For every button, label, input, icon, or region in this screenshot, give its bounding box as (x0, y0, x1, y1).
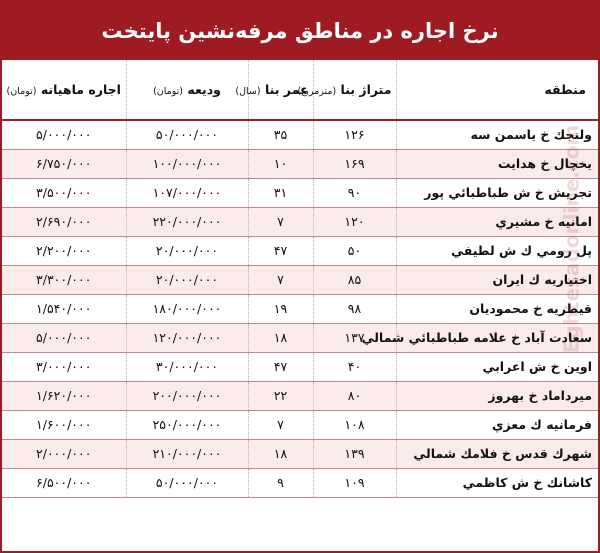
cell-region: ولنجك خ ياسمن سه (470, 127, 592, 143)
cell-area: ۱۳۷ (313, 323, 396, 352)
cell-region: قيطريه خ محموديان (469, 301, 592, 316)
cell-region: پل رومي ك ش لطيفي (451, 243, 592, 258)
cell-age: ۷ (248, 265, 313, 294)
cell-age: ۱۹ (248, 294, 313, 323)
header-deposit: وديعه (تومان) (126, 60, 248, 120)
cell-deposit: ۳۰/۰۰۰/۰۰۰ (126, 352, 248, 381)
cell-deposit: ۱۲۰/۰۰۰/۰۰۰ (126, 323, 248, 352)
cell-age: ۳۱ (248, 178, 313, 207)
cell-rent: ۱/۶۲۰/۰۰۰ (2, 381, 126, 410)
table-row (2, 468, 598, 497)
cell-age: ۲۲ (248, 381, 313, 410)
cell-area: ۱۶۹ (313, 149, 396, 178)
cell-rent: ۵/۰۰۰/۰۰۰ (2, 120, 126, 149)
page-title: نرخ اجاره در مناطق مرفه‌نشين پايتخت (101, 19, 499, 43)
cell-area: ۹۰ (313, 178, 396, 207)
cell-area: ۸۵ (313, 265, 396, 294)
table-row (2, 236, 598, 265)
cell-rent: ۱/۵۴۰/۰۰۰ (2, 294, 126, 323)
rent-table (2, 60, 598, 498)
cell-rent: ۱/۶۰۰/۰۰۰ (2, 410, 126, 439)
cell-region: تجريش خ ش طباطبائي پور (424, 185, 592, 200)
table-row (2, 178, 598, 207)
cell-age: ۷ (248, 410, 313, 439)
cell-deposit: ۵۰/۰۰۰/۰۰۰ (126, 468, 248, 497)
cell-deposit: ۲۰/۰۰۰/۰۰۰ (126, 265, 248, 294)
cell-deposit: ۵۰/۰۰۰/۰۰۰ (126, 120, 248, 149)
cell-age: ۱۸ (248, 323, 313, 352)
cell-age: ۴۷ (248, 236, 313, 265)
cell-region: امانيه خ مشيري (495, 214, 592, 229)
table-row (2, 323, 598, 352)
table-row (2, 439, 598, 468)
title-bar (2, 2, 598, 60)
cell-region: يخچال خ هدايت (497, 156, 592, 171)
cell-deposit: ۲۱۰/۰۰۰/۰۰۰ (126, 439, 248, 468)
cell-area: ۴۰ (313, 352, 396, 381)
cell-age: ۳۵ (248, 120, 313, 149)
cell-region: اوين خ ش اعرابي (482, 359, 592, 374)
cell-region: كاشانك خ ش كاظمي (462, 475, 592, 490)
cell-rent: ۶/۷۵۰/۰۰۰ (2, 149, 126, 178)
cell-deposit: ۱۰۷/۰۰۰/۰۰۰ (126, 178, 248, 207)
table-row (2, 294, 598, 323)
cell-rent: ۶/۵۰۰/۰۰۰ (2, 468, 126, 497)
table-row (2, 207, 598, 236)
cell-deposit: ۲۰۰/۰۰۰/۰۰۰ (126, 381, 248, 410)
cell-age: ۱۸ (248, 439, 313, 468)
cell-area: ۱۰۸ (313, 410, 396, 439)
cell-area: ۵۰ (313, 236, 396, 265)
cell-rent: ۲/۰۰۰/۰۰۰ (2, 439, 126, 468)
cell-rent: ۵/۰۰۰/۰۰۰ (2, 323, 126, 352)
cell-area: ۱۳۹ (313, 439, 396, 468)
cell-deposit: ۱۸۰/۰۰۰/۰۰۰ (126, 294, 248, 323)
header-region: منطقه (396, 60, 598, 120)
cell-rent: ۳/۰۰۰/۰۰۰ (2, 352, 126, 381)
cell-deposit: ۲۵۰/۰۰۰/۰۰۰ (126, 410, 248, 439)
cell-area: ۸۰ (313, 381, 396, 410)
cell-rent: ۳/۵۰۰/۰۰۰ (2, 178, 126, 207)
cell-deposit: ۱۰۰/۰۰۰/۰۰۰ (126, 149, 248, 178)
header-area: متراژ بنا (مترمربع) (313, 60, 396, 120)
table-row (2, 352, 598, 381)
table-header-row (2, 60, 598, 120)
table-row (2, 381, 598, 410)
table-row (2, 265, 598, 294)
cell-deposit: ۲۲۰/۰۰۰/۰۰۰ (126, 207, 248, 236)
header-rent: اجاره ماهيانه (تومان) (2, 60, 126, 120)
cell-area: ۱۲۶ (313, 120, 396, 149)
cell-rent: ۲/۲۰۰/۰۰۰ (2, 236, 126, 265)
cell-age: ۱۰ (248, 149, 313, 178)
cell-area: ۱۲۰ (313, 207, 396, 236)
cell-region: ميرداماد خ بهروز (488, 388, 592, 403)
cell-rent: ۳/۳۰۰/۰۰۰ (2, 265, 126, 294)
cell-age: ۹ (248, 468, 313, 497)
table-row (2, 149, 598, 178)
cell-region: اختياريه ك ايران (492, 272, 592, 287)
header-age: عمر بنا (سال) (248, 60, 313, 120)
watermark: Eghtesadonline.com (559, 124, 584, 354)
cell-rent: ۲/۶۹۰/۰۰۰ (2, 207, 126, 236)
table-row (2, 120, 598, 149)
cell-area: ۱۰۹ (313, 468, 396, 497)
table-row (2, 410, 598, 439)
cell-deposit: ۲۰/۰۰۰/۰۰۰ (126, 236, 248, 265)
cell-age: ۴۷ (248, 352, 313, 381)
cell-age: ۷ (248, 207, 313, 236)
cell-region: شهرك قدس خ فلامك شمالي (413, 446, 592, 461)
cell-region: سعادت آباد خ علامه طباطبائي شمالي (361, 330, 592, 345)
cell-area: ۹۸ (313, 294, 396, 323)
cell-region: فرمانيه ك معزي (492, 417, 592, 432)
